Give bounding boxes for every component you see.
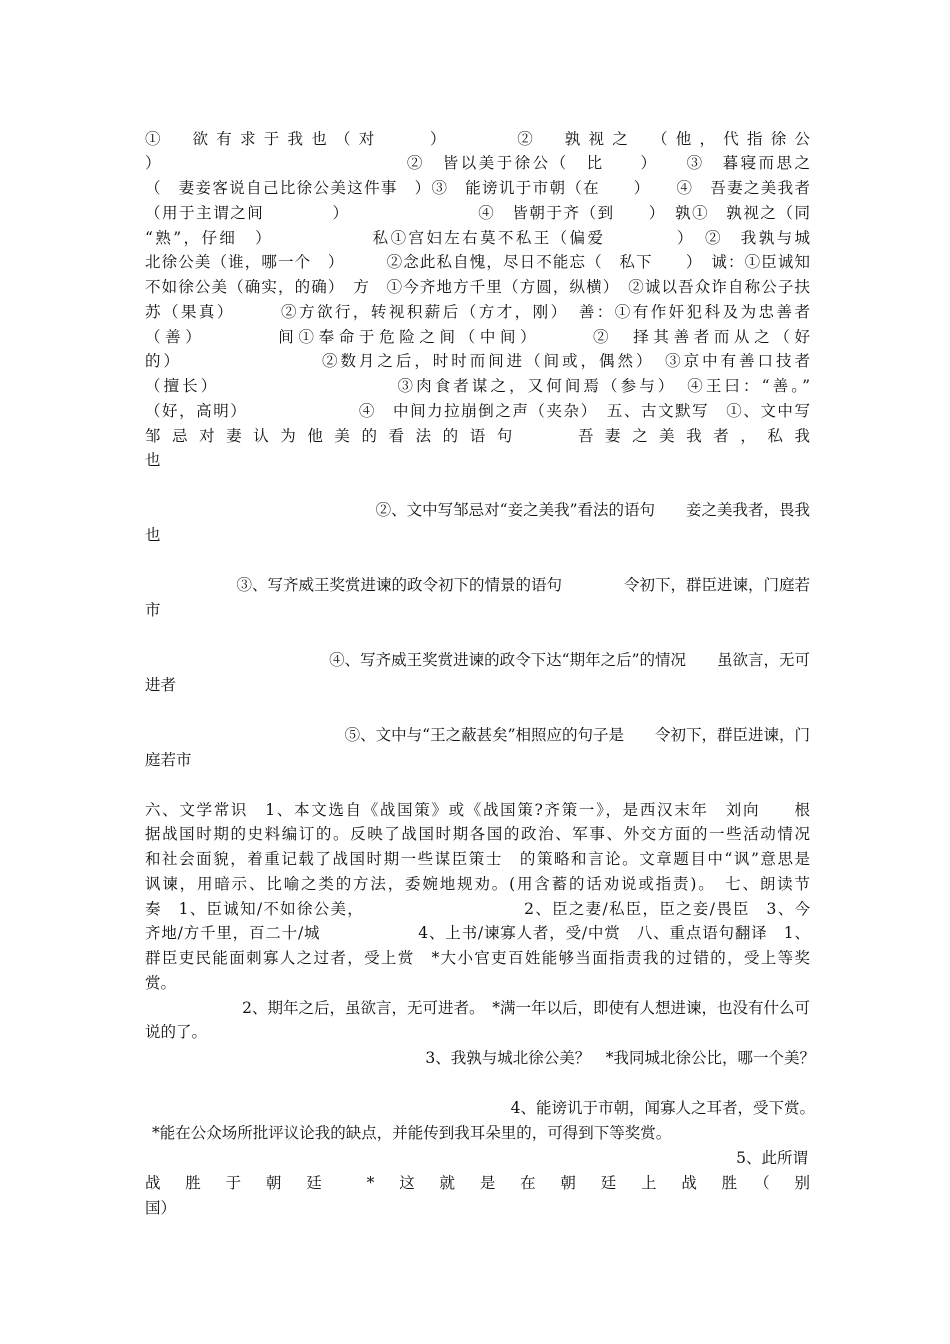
text-line: 也 [145,451,161,469]
text-line: ⑤、文中与“王之蔽甚矣”相照应的句子是 令初下，群臣进谏，门 [344,726,810,744]
text-line: *能在公众场所批评议论我的缺点，并能传到我耳朵里的，可得到下等奖赏。 [152,1124,672,1142]
text-line: 2、期年之后，虽欲言，无可进者。 *满一年以后，即使有人想进谏，也没有什么可 [242,999,810,1017]
text-line: 赏。 [145,974,177,992]
text-line: “熟”，仔细 ） 私①宫妇左右莫不私王（偏爱 ） ② 我孰与城 [145,229,810,247]
text-line: 国） [145,1199,177,1217]
text-line: ②、文中写邹忌对“妾之美我”看法的语句 妾之美我者，畏我 [375,501,810,519]
text-line: （用于主谓之间 ） ④ 皆朝于齐（到 ） 孰① 孰视之（同 [145,204,810,222]
text-line: 5、此所谓 [736,1149,808,1167]
text-line: 4、能谤讥于市朝，闻寡人之耳者，受下赏。 [510,1099,815,1117]
text-line: 3、我孰与城北徐公美？ *我同城北徐公比，哪一个美？ [425,1049,815,1067]
text-line: （善） 间①奉命于危险之间（中间） ② 择其善者而从之（好 [145,328,810,346]
text-line: 战 胜 于 朝 廷 * 这 就 是 在 朝 廷 上 战 胜 （ 别 [145,1174,810,1192]
text-line: 据战国时期的史料编订的。反映了战国时期各国的政治、军事、外交方面的一些活动情况 [145,825,810,843]
text-line: 齐地/方千里，百二十/城 4、上书/谏寡人者，受/中赏 八、重点语句翻译 1、 [145,924,810,942]
text-line: 讽谏，用暗示、比喻之类的方法，委婉地规劝。(用含蓄的话劝说或指责)。 七、朗读节 [145,875,810,893]
text-line: （ 妻妾客说自己比徐公美这件事 ）③ 能谤讥于市朝（在 ） ④ 吾妻之美我者 [145,179,810,197]
text-line: 也 [145,526,161,544]
text-line: 苏（果真） ②方欲行，转视积薪后（方才，刚） 善：①有作奸犯科及为忠善者 [145,303,810,321]
text-line: ） ② 皆以美于徐公（ 比 ） ③ 暮寝而思之 [145,154,810,172]
text-line: 庭若市 [145,751,192,769]
text-line: 市 [145,601,161,619]
text-line: ④、写齐威王奖赏进谏的政令下达“期年之后”的情况 虽欲言，无可 [329,651,810,669]
text-line: 和社会面貌，着重记载了战国时期一些谋臣策士 的策略和言论。文章题目中“讽”意思是 [145,850,810,868]
text-line: 群臣吏民能面刺寡人之过者，受上赏 *大小官吏百姓能够当面指责我的过错的，受上等奖 [145,949,810,967]
text-line: 的） ②数月之后，时时而间进（间或，偶然） ③京中有善口技者 [145,352,810,370]
text-line: 北徐公美（谁，哪一个 ） ②念此私自愧，尽日不能忘（ 私下 ） 诚：①臣诚知 [145,253,810,271]
text-line: ① 欲有求于我也（对 ） ② 孰视之 （他，代指徐公 [145,130,810,148]
text-line: ③、写齐威王奖赏进谏的政令初下的情景的语句 令初下，群臣进谏，门庭若 [236,576,810,594]
text-line: 六、文学常识 1、本文选自《战国策》或《战国策?齐策一》，是西汉末年 刘向 根 [145,801,810,819]
text-line: 进者 [145,676,177,694]
text-line: （好，高明） ④ 中间力拉崩倒之声（夹杂） 五、古文默写 ①、文中写 [145,402,810,420]
text-line: 邹忌对妻认为他美的看法的语句 吾妻之美我者，私我 [145,427,810,445]
text-line: 不如徐公美（确实，的确） 方 ①今齐地方千里（方圆，纵横） ②诚以吾众诈自称公子扶 [145,278,810,296]
text-line: 奏 1、臣诚知/不如徐公美， 2、臣之妻/私臣，臣之妾/畏臣 3、今 [145,900,810,918]
text-line: 说的了。 [145,1023,208,1041]
text-line: （擅长） ③肉食者谋之，又何间焉（参与） ④王曰：“善。” [145,377,810,395]
